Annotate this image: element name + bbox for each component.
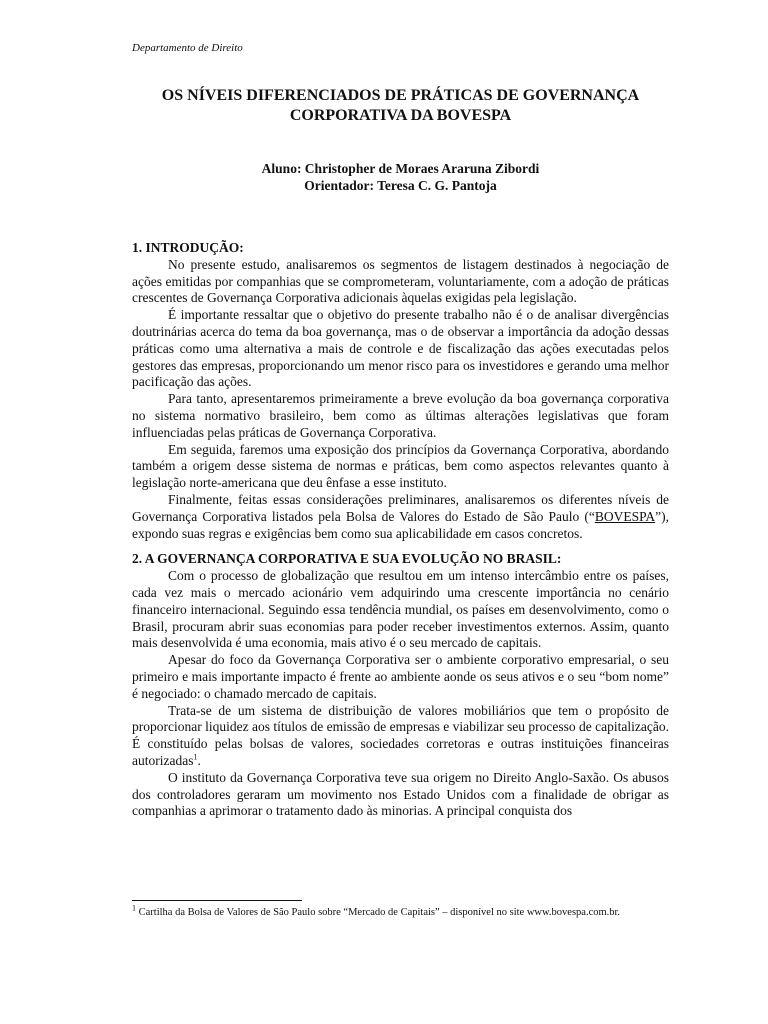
section-1-paragraph-4: Em seguida, faremos uma exposição dos princípios da Governança Corporativa, abordando também a origem desse sistema de normas e práticas, bem como aspectos relevantes quanto à legislação norte-americana que deu ênfase a esse instituto. [132, 441, 669, 491]
section-1-paragraph-1: No presente estudo, analisaremos os segmentos de listagem destinados à negociação de ações emitidas por companhias que se comprometeram, voluntariamente, com a adoção de práticas crescentes de Governança Corporativa adicionais àquelas exigidas pela legislação. [132, 256, 669, 306]
section-2-heading: 2. A GOVERNANÇA CORPORATIVA E SUA EVOLUÇÃO NO BRASIL: [132, 551, 562, 567]
section-2-paragraph-3 [132, 703, 669, 770]
footnote-text: Cartilha da Bolsa de Valores de São Paulo sobre “Mercado de Capitais” – disponível no site www.bovespa.com.br. [136, 907, 621, 918]
department-header: Departamento de Direito [132, 42, 243, 54]
section-2-paragraph-2: Apesar do foco da Governança Corporativa ser o ambiente corporativo empresarial, o seu primeiro e mais importante impacto é frente ao ambiente aonde os seus ativos e o seu “bom nome” é negociado: o chamado mercado de capitais. [132, 652, 669, 701]
paragraph-3-text: Trata-se de um sistema de distribuição de valores mobiliários que tem o propósito de proporcionar liquidez aos títulos de emissão de empresas e viabilizar seu processo de capitalização. É constituído pelas bolsas de valores, sociedades corretoras e outras instituições financeiras autorizadas [132, 702, 669, 768]
section-1-heading: 1. INTRODUÇÃO: [132, 240, 244, 255]
authors-block [132, 160, 669, 194]
paragraph-3-end: . [197, 752, 201, 768]
footnote-separator [132, 900, 302, 901]
paper-title [132, 86, 669, 126]
footnote-number: 1 [132, 903, 136, 913]
section-1-paragraph-5 [132, 492, 669, 542]
section-1-paragraph-2: É importante ressaltar que o objetivo do presente trabalho não é o de analisar divergências doutrinárias acerca do tema da boa governança, mas o de observar a importância da adoção dessas práticas como uma alternativa a mais de controle e de fiscalização das ações executadas pelos gestores das empresas, proporcionando um menor risco para os investidores e gerando uma melhor pacificação das ações. [132, 307, 669, 390]
title-line-2: CORPORATIVA DA BOVESPA [289, 107, 512, 124]
paragraph-5-text-a: Finalmente, feitas essas considerações preliminares, analisaremos os diferentes níveis de Governança Corporativa listados pela Bolsa de Valores do Estado de São Paulo (“ [132, 491, 669, 524]
student-name: Aluno: Christopher de Moraes Araruna Zibordi [261, 161, 540, 176]
footnote-ref[interactable]: 1 [193, 752, 198, 762]
section-2-paragraph-4: O instituto da Governança Corporativa teve sua origem no Direito Anglo-Saxão. Os abusos dos controladores geraram um movimento nos Estado Unidos com a finalidade de obrigar as companhias a aprimorar o tratamento dado às minorias. A principal conquista dos [132, 769, 669, 819]
document-body [132, 240, 669, 820]
section-2-paragraph-1: Com o processo de globalização que resultou em um intenso intercâmbio entre os países, cada vez mais o mercado acionário vem adquirindo uma crescente importância no cenário financeiro internacional. Seguindo essa tendência mundial, os países em desenvolvimento, como o Brasil, procuram abrir suas economias para poder receber investimentos externos. Assim, quanto mais desenvolvida é uma economia, mais ativo é o seu mercado de capitais. [132, 568, 669, 651]
title-line-1: OS NÍVEIS DIFERENCIADOS DE PRÁTICAS DE GOVERNANÇA [161, 87, 640, 104]
footnote [132, 903, 669, 919]
section-1-paragraph-3: Para tanto, apresentaremos primeiramente a breve evolução da boa governança corporativa no sistema normativo brasileiro, bem como as últimas alterações legislativas que foram influenciadas pelas práticas de Governança Corporativa. [132, 391, 669, 440]
paragraph-5-text-b: ”), expondo suas regras e exigências bem como sua aplicabilidade em casos concretos. [132, 508, 669, 541]
bovespa-link[interactable]: BOVESPA [594, 508, 656, 524]
advisor-name: Orientador: Teresa C. G. Pantoja [304, 178, 497, 193]
